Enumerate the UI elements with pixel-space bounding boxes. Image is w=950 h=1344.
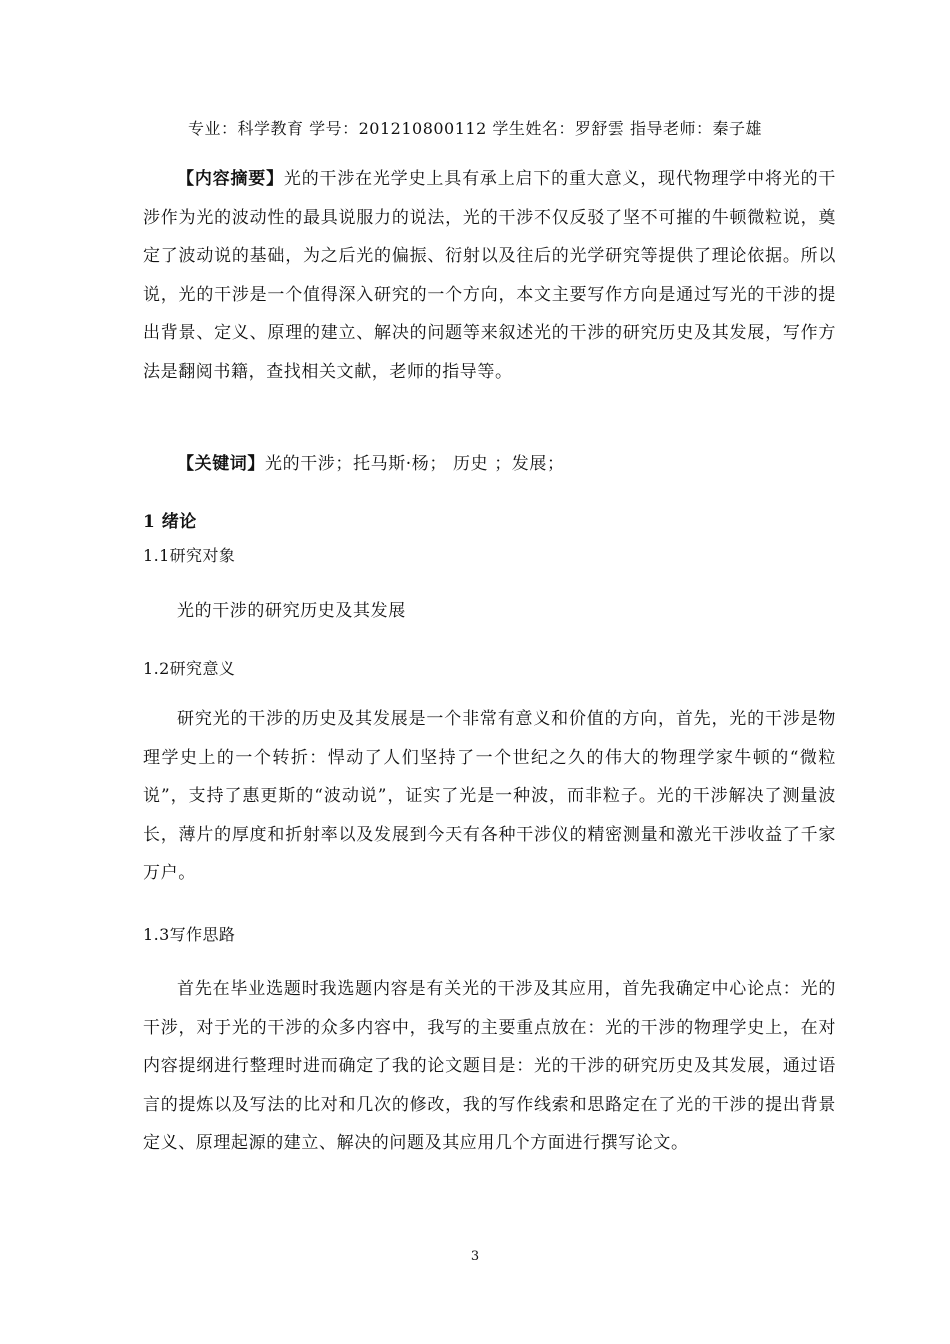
writing-approach-paragraph: 首先在毕业选题时我选题内容是有关光的干涉及其应用，首先我确定中心论点：光的干涉，对于光的干涉的众多内容中，我写的主要重点放在：光的干涉的物理学史上，在对内容提纲进行整理时进而确定了我的论文题目是：光的干涉的研究历史及其发展，通过语言的提炼以及写法的比对和几次的修改，我的写作线索和思路定在了光的干涉的提出背景定义、原理起源的建立、解决的问题及其应用几个方面进行撰写论文。 xyxy=(143,979,836,1153)
research-significance-paragraph: 研究光的干涉的历史及其发展是一个非常有意义和价值的方向，首先，光的干涉是物理学史上的一个转折：悍动了人们坚持了一个世纪之久的伟大的物理学家牛顿的“微粒说”，支持了惠更斯的“波动说”，证实了光是一种波，而非粒子。光的干涉解决了测量波长，薄片的厚度和折射率以及发展到今天有各种干涉仪的精密测量和激光干涉收益了千家万户。 xyxy=(143,709,836,883)
keywords-label: 【关键词】 xyxy=(177,454,265,474)
student-info-line: 专业：科学教育 学号：201210800112 学生姓名：罗舒雲 指导老师：秦子雄 xyxy=(188,119,762,138)
keywords-paragraph xyxy=(143,445,836,484)
research-object-paragraph: 光的干涉的研究历史及其发展 xyxy=(177,601,406,621)
subsection-heading-research-object: 1.1研究对象 xyxy=(143,546,236,565)
page-number: 3 xyxy=(470,1249,480,1264)
abstract-label: 【内容摘要】 xyxy=(177,169,284,189)
subsection-heading-writing-approach: 1.3写作思路 xyxy=(143,925,236,944)
abstract-text: 光的干涉在光学史上具有承上启下的重大意义，现代物理学中将光的干涉作为光的波动性的最具说服力的说法，光的干涉不仅反驳了坚不可摧的牛顿微粒说，奠定了波动说的基础，为之后光的偏振、衍射以及往后的光学研究等提供了理论依据。所以说，光的干涉是一个值得深入研究的一个方向，本文主要写作方向是通过写光的干涉的提出背景、定义、原理的建立、解决的问题等来叙述光的干涉的研究历史及其发展，写作方法是翻阅书籍，查找相关文献，老师的指导等。 xyxy=(143,169,836,382)
keywords-text: 光的干涉；托马斯·杨； 历史 ；发展； xyxy=(265,454,565,474)
subsection-heading-research-significance: 1.2研究意义 xyxy=(143,659,236,678)
abstract-paragraph xyxy=(143,160,836,391)
section-heading-introduction: 1 绪论 xyxy=(143,512,197,532)
